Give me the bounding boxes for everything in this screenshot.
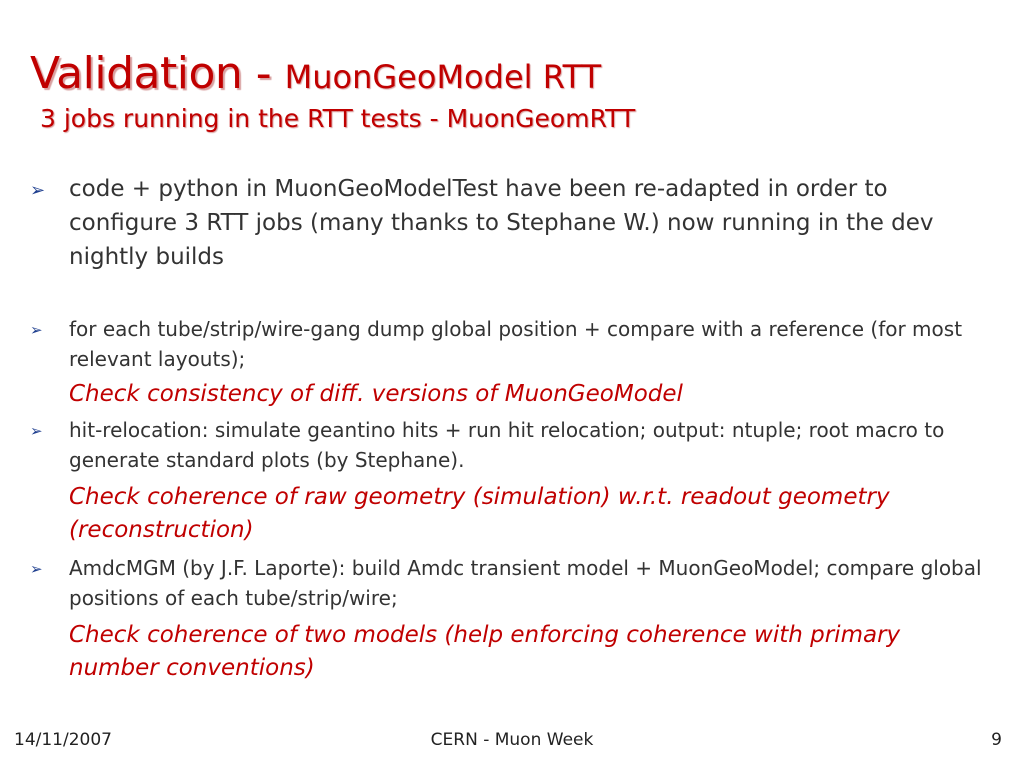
- slide-title-sub: MuonGeoModel RTT: [284, 58, 602, 96]
- bullet-text-1: code + python in MuonGeoModelTest have been re-adapted in order to configure 3 RTT jobs (many thanks to Stephane W.) now running in the dev nightly builds: [69, 176, 934, 270]
- bullet-item-2: [30, 314, 990, 374]
- footer-page-number: 9: [991, 730, 1002, 750]
- slide-title: [30, 48, 990, 99]
- bullet-text-2: for each tube/strip/wire-gang dump global position + compare with a reference (for most relevant layouts);: [69, 317, 963, 371]
- slide-subtitle: 3 jobs running in the RTT tests - MuonGeomRTT: [40, 104, 636, 133]
- slide-body: [30, 172, 990, 685]
- emphasis-note-3: Check coherence of raw geometry (simulation) w.r.t. readout geometry (reconstruction): [69, 484, 890, 543]
- footer-event: CERN - Muon Week: [430, 730, 594, 750]
- bullet-item-1: [30, 172, 990, 274]
- emphasis-note-2: Check consistency of diff. versions of MuonGeoModel: [69, 381, 683, 407]
- slide-title-main: Validation -: [30, 48, 285, 99]
- bullet-text-3: hit-relocation: simulate geantino hits + run hit relocation; output: ntuple; root macro to generate standard plots (by Stephane).: [69, 418, 945, 472]
- bullet-item-4: [30, 553, 990, 613]
- arrow-bullet-icon: ➢: [30, 180, 46, 201]
- arrow-bullet-icon: ➢: [30, 422, 43, 440]
- arrow-bullet-icon: ➢: [30, 321, 43, 339]
- arrow-bullet-icon: ➢: [30, 560, 43, 578]
- footer-date: 14/11/2007: [14, 730, 112, 750]
- slide-footer: [0, 730, 1024, 754]
- bullet-text-4: AmdcMGM (by J.F. Laporte): build Amdc transient model + MuonGeoModel; compare global positions of each tube/strip/wire;: [69, 556, 982, 610]
- emphasis-note-4: Check coherence of two models (help enforcing coherence with primary number conventions): [69, 622, 901, 681]
- slide-title-block: [30, 48, 990, 133]
- bullet-item-3: [30, 415, 990, 475]
